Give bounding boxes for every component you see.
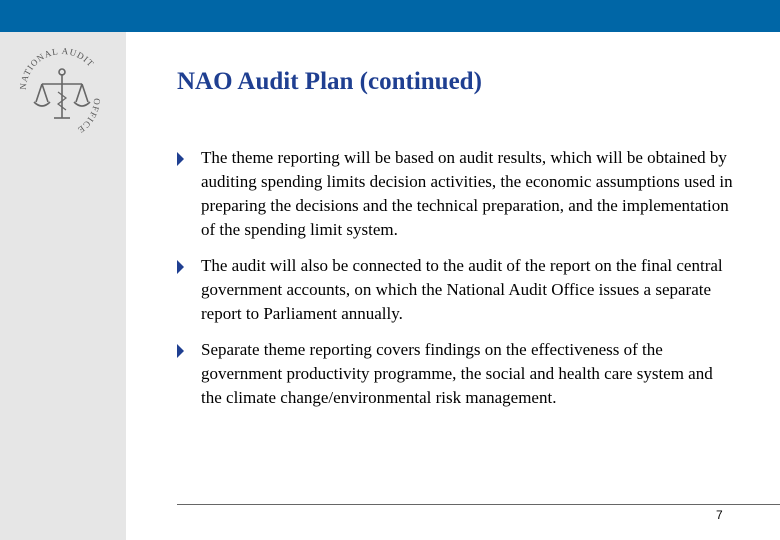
bullet-arrow-icon bbox=[177, 344, 184, 358]
footer-divider bbox=[177, 504, 780, 505]
page-number: 7 bbox=[716, 508, 723, 522]
bullet-text: The theme reporting will be based on audit results, which will be obtained by auditing spending limits decision activities, the economic assumptions used in preparing the decisions and the technical preparation, and the implementation of the spending limit system. bbox=[201, 148, 733, 239]
top-banner bbox=[0, 0, 780, 32]
bullet-item bbox=[177, 338, 737, 410]
bullet-item bbox=[177, 146, 737, 242]
bullet-item bbox=[177, 254, 737, 326]
logo-text-top: NATIONAL AUDIT bbox=[17, 45, 97, 91]
bullet-list bbox=[177, 146, 737, 422]
bullet-arrow-icon bbox=[177, 152, 184, 166]
bullet-text: The audit will also be connected to the audit of the report on the final central government accounts, on which the National Audit Office issues a separate report to Parliament annually. bbox=[201, 256, 723, 323]
scales-of-justice-icon bbox=[34, 69, 90, 118]
bullet-text: Separate theme reporting covers findings on the effectiveness of the government productivity programme, the social and health care system and the climate change/environmental risk management. bbox=[201, 340, 713, 407]
bullet-arrow-icon bbox=[177, 260, 184, 274]
slide-title: NAO Audit Plan (continued) bbox=[177, 68, 482, 95]
logo-text-bottom: OFFICE bbox=[75, 97, 103, 136]
nao-logo bbox=[14, 40, 110, 136]
